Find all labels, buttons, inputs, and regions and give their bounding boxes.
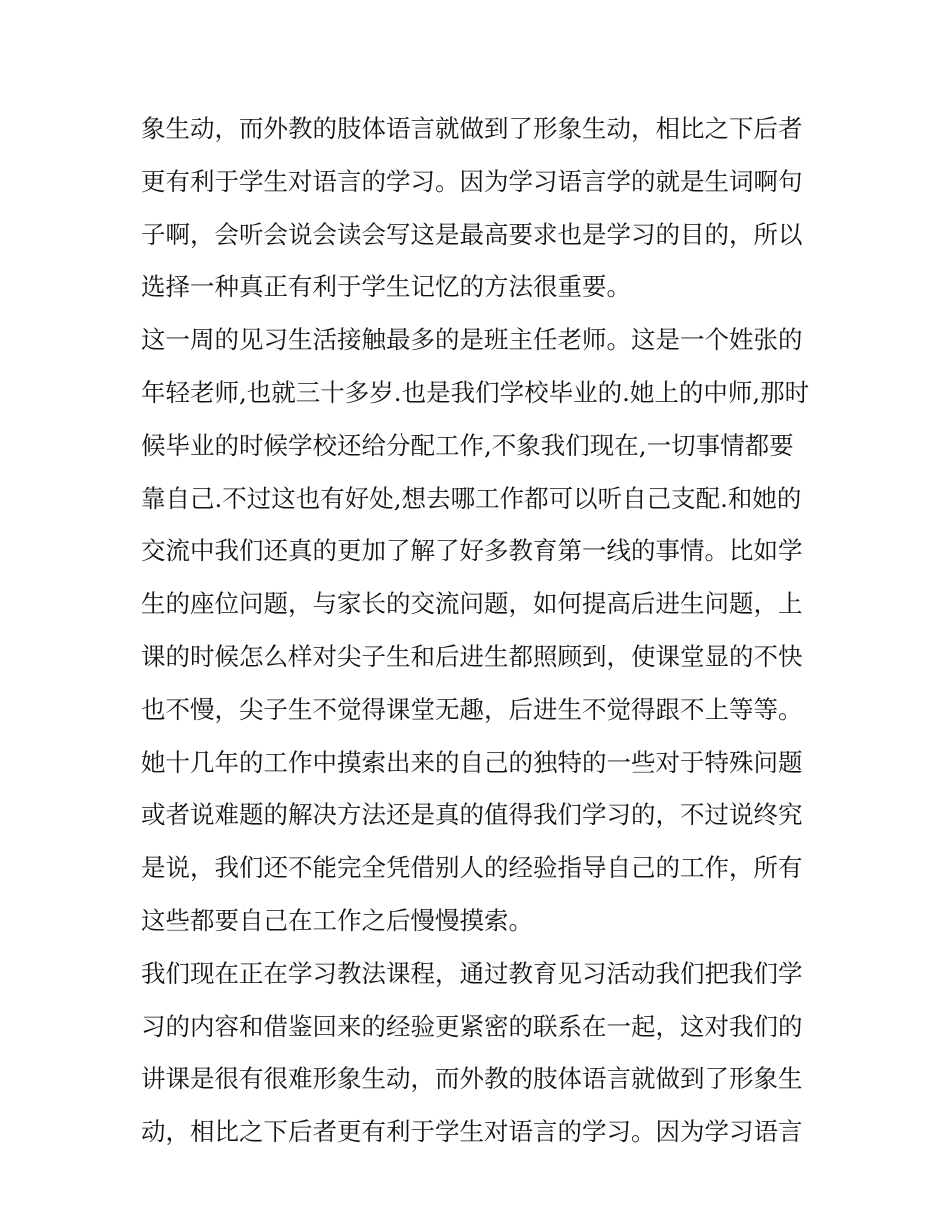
text-line: 选择一种真正有利于学生记忆的方法很重要。: [141, 272, 631, 302]
text-line: 交流中我们还真的更加了解了好多教育第一线的事情。比如学: [141, 536, 803, 566]
text-line: 子啊，会听会说会读会写这是最高要求也是学习的目的，所以: [141, 219, 803, 249]
text-line: 候毕业的时候学校还给分配工作,不象我们现在,一切事情都要: [141, 430, 794, 460]
text-line: 或者说难题的解决方法还是真的值得我们学习的，不过说终究: [141, 800, 803, 830]
text-line: 这一周的见习生活接触最多的是班主任老师。这是一个姓张的: [141, 325, 803, 355]
text-line: 习的内容和借鉴回来的经验更紧密的联系在一起，这对我们的: [141, 1011, 803, 1041]
text-line: 讲课是很有很难形象生动，而外教的肢体语言就做到了形象生: [141, 1064, 803, 1094]
text-line: 这些都要自己在工作之后慢慢摸索。: [141, 905, 533, 935]
body-text: [141, 103, 821, 1159]
text-line: 我们现在正在学习教法课程，通过教育见习活动我们把我们学: [141, 958, 803, 988]
text-line: 靠自己.不过这也有好处,想去哪工作都可以听自己支配.和她的: [141, 483, 802, 513]
text-line: 生的座位问题，与家长的交流问题，如何提高后进生问题，上: [141, 589, 803, 619]
text-line: 是说，我们还不能完全凭借别人的经验指导自己的工作，所有: [141, 853, 803, 883]
text-line: 她十几年的工作中摸索出来的自己的独特的一些对于特殊问题: [141, 747, 803, 777]
text-line: 年轻老师,也就三十多岁.也是我们学校毕业的.她上的中师,那时: [141, 377, 810, 407]
text-line: 课的时候怎么样对尖子生和后进生都照顾到，使课堂显的不快: [141, 641, 803, 671]
text-line: 象生动，而外教的肢体语言就做到了形象生动，相比之下后者: [141, 114, 803, 143]
text-line: 更有利于学生对语言的学习。因为学习语言学的就是生词啊句: [141, 166, 803, 196]
text-line: 也不慢，尖子生不觉得课堂无趣，后进生不觉得跟不上等等。: [141, 694, 803, 724]
text-line: 动，相比之下后者更有利于学生对语言的学习。因为学习语言: [141, 1117, 803, 1147]
